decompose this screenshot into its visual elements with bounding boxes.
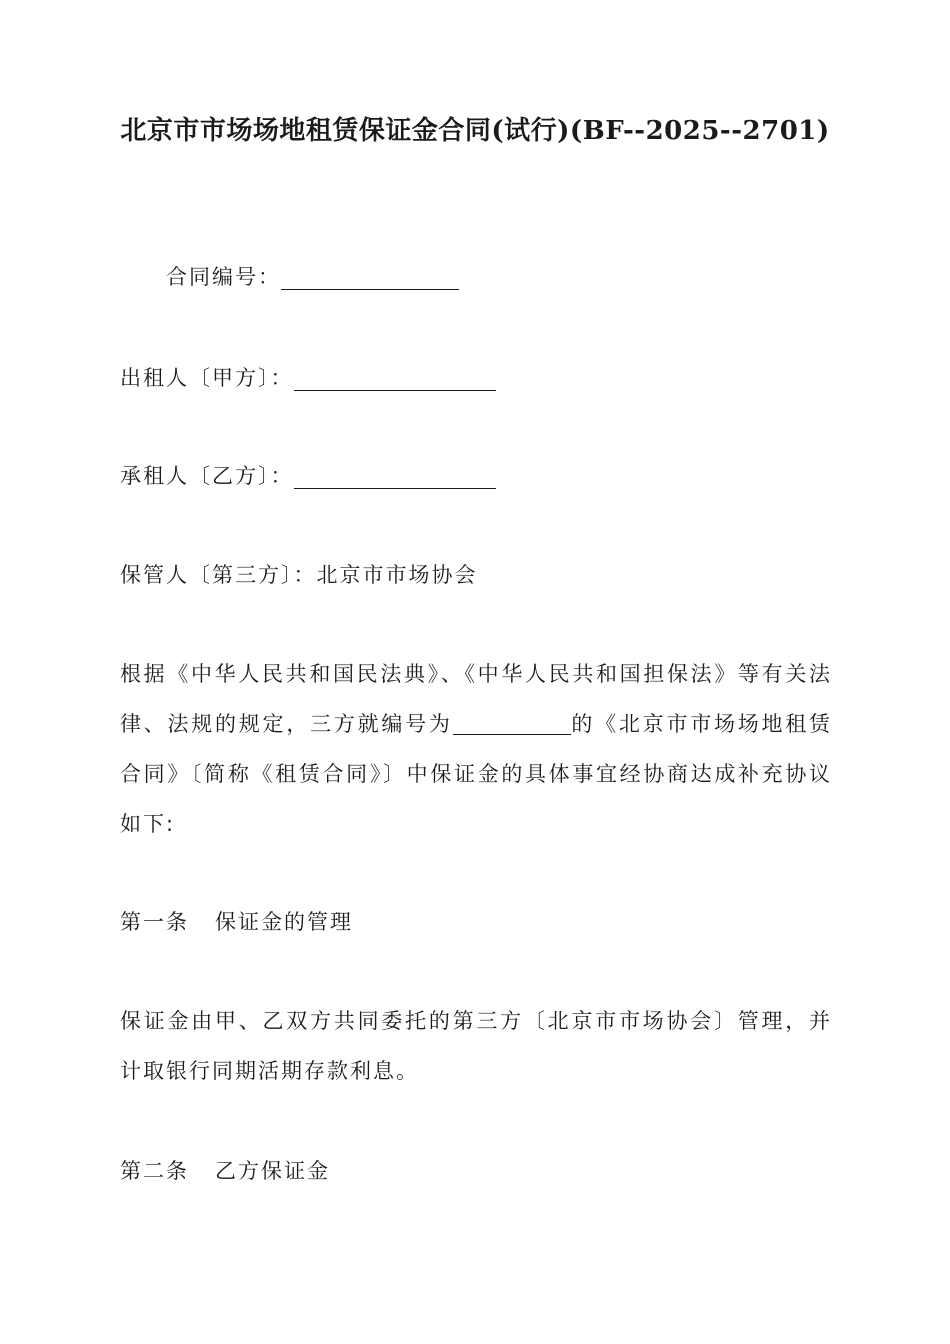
intro-text-part1: 根据《中华人民共和国民法典》、《中华人民共和国担保法》等有关法律、法规的规定，三方就编号为 [120, 662, 832, 736]
lessor-blank[interactable] [294, 360, 496, 391]
article1-title: 保证金的管理 [215, 910, 353, 934]
custodian-label: 保管人〔第三方〕： [120, 563, 317, 587]
intro-paragraph [120, 649, 832, 849]
lessee-blank[interactable] [294, 458, 496, 489]
intro-text-part2: 的《北京市市场场地租赁合同》〔简称《租赁合同》〕中保证金的具体事宜经协商达成补充协议如下: [120, 712, 832, 836]
article2-number: 第二条 [120, 1159, 189, 1183]
article1-body: 保证金由甲、乙双方共同委托的第三方〔北京市市场协会〕管理，并计取银行同期活期存款利息。 [120, 1009, 832, 1083]
document-title: 北京市市场场地租赁保证金合同(试行)(BF--2025--2701) [120, 116, 830, 146]
agreement-number-blank[interactable] [453, 708, 571, 735]
contract-number-label: 合同编号： [166, 265, 281, 289]
lessee-label: 承租人〔乙方〕： [120, 464, 294, 488]
article1-heading [120, 897, 353, 947]
article2-title: 乙方保证金 [215, 1159, 330, 1183]
article2-heading [120, 1146, 330, 1196]
lessee-row [120, 451, 496, 501]
custodian-name: 北京市市场协会 [316, 563, 478, 587]
custodian-row [120, 550, 478, 600]
contract-number-blank[interactable] [281, 259, 459, 290]
contract-number-row [166, 252, 459, 302]
article1-number: 第一条 [120, 910, 189, 934]
lessor-label: 出租人〔甲方〕： [120, 366, 294, 390]
lessor-row [120, 353, 496, 403]
